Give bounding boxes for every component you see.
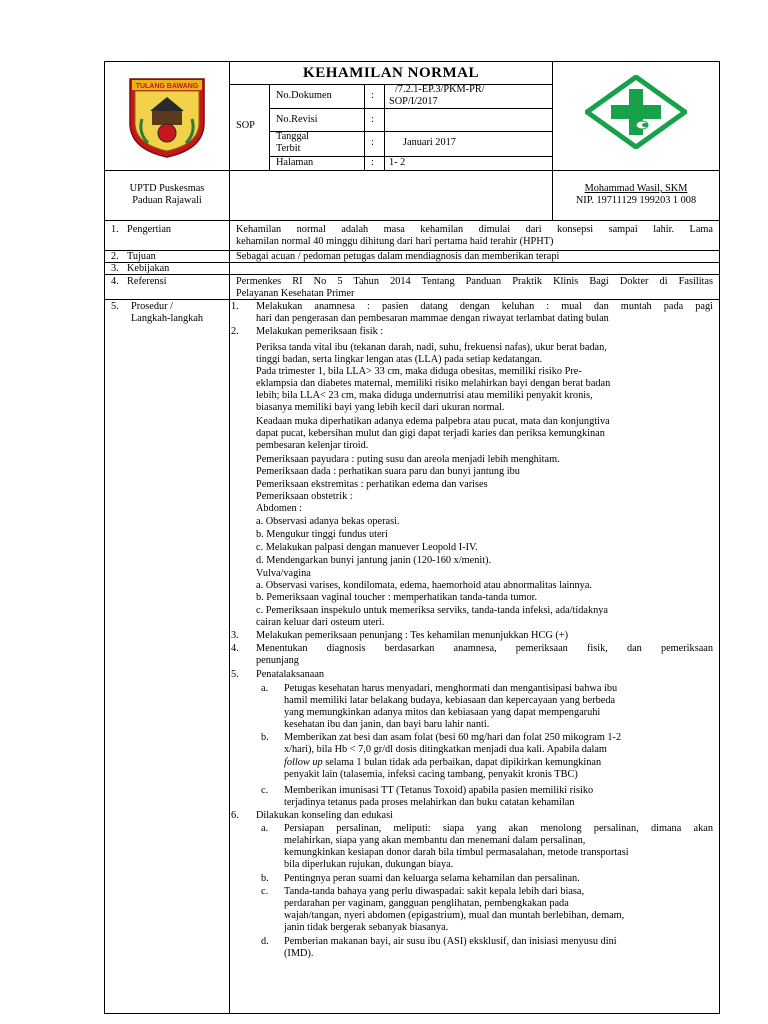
document-title: KEHAMILAN NORMAL — [303, 65, 479, 81]
item-letter: a. — [261, 683, 269, 694]
section-label-purpose: Tujuan — [127, 251, 156, 262]
meta-value-document-number-line2: SOP/I/2017 — [389, 96, 438, 107]
item-text-line-follow-up — [284, 757, 601, 769]
step-text-line: Periksa tanda vital ibu (tekanan darah, nadi, suhu, frekuensi nafas), ukur berat badan, — [256, 342, 607, 353]
meta-separator: : — [371, 137, 374, 148]
step-text-line: cairan keluar dari osteum uteri. — [256, 617, 385, 628]
item-text-line: janin tidak bergerak sebanyak biasanya. — [284, 922, 449, 933]
meta-separator: : — [371, 157, 374, 168]
meta-separator: : — [371, 114, 374, 125]
item-text-line: wajah/tangan, nyeri abdomen (epigastrium), mual dan muntah berlebihan, demam, — [284, 910, 625, 921]
section-label-procedure-line2: Langkah-langkah — [131, 313, 204, 324]
logo-text: TULANG BAWANG — [135, 83, 199, 90]
step-text-line: Pemeriksaan payudara : puting susu dan areola menjadi lebih menghitam. — [256, 454, 560, 465]
step-text-line: Melakukan pemeriksaan penunjang : Tes kehamilan menunjukkan HCG (+) — [256, 630, 569, 641]
step-text-line: Pada trimester 1, bila LLA> 33 cm, maka diduga obesitas, memiliki risiko Pre- — [256, 366, 582, 377]
item-text-line: Pentingnya peran suami dan keluarga selama kehamilan dan persalinan. — [284, 873, 580, 884]
step-number: 4. — [231, 643, 239, 654]
step-text-line: Melakukan anamnesa : pasien datang dengan keluhan : mual dan muntah pada pagi — [256, 301, 713, 312]
item-letter: d. — [261, 936, 269, 947]
item-text-line: kesehatan ibu dan janin, dan bayi baru lahir nanti. — [284, 719, 490, 730]
item-letter: b. — [261, 732, 269, 743]
step-text-line: c. Pemeriksaan inspekulo untuk memeriksa serviks, tanda-tanda infeksi, ada/tidaknya — [256, 605, 608, 616]
section-number: 3. — [111, 263, 119, 274]
item-text-line: Persiapan persalinan, meliputi: siapa yang akan menolong persalinan, dimana akan — [284, 823, 713, 834]
item-text-line: hamil memiliki latar belakang budaya, kebiasaan dan kepercayaan yang berbeda — [284, 695, 616, 706]
item-text-line: terjadinya tetanus pada proses melahirkan dan buku catatan kehamilan — [284, 797, 575, 808]
step-title: Penatalaksanaan — [256, 669, 325, 680]
step-text-line: Vulva/vagina — [256, 568, 311, 579]
item-text-line: perdarahan per vaginam, gangguan penglihatan, pembengkakan pada — [284, 898, 569, 909]
item-text-line: Memberikan zat besi dan asam folat (besi 60 mg/hari dan folat 250 mikogram 1-2 — [284, 732, 622, 743]
step-text-line: biasanya memiliki bayi yang lebih kecil dari ukuran normal. — [256, 402, 505, 413]
item-letter: c. — [261, 886, 269, 897]
step-text-line: Abdomen : — [256, 503, 303, 514]
purpose-text: Sebagai acuan / pedoman petugas dalam mendiagnosis dan memberikan terapi — [236, 251, 560, 262]
item-text-line: penyakit lain (talasemia, infeksi cacing tambang, penyakit kronis TBC) — [284, 769, 578, 780]
step-number: 2. — [231, 326, 239, 337]
sop-label: SOP — [236, 120, 255, 131]
step-text-line: Pemeriksaan obstetrik : — [256, 491, 353, 502]
section-number: 4. — [111, 276, 119, 287]
signatory-name: Mohammad Wasil, SKM — [584, 183, 688, 194]
meta-separator: : — [371, 90, 374, 101]
item-text-line: (IMD). — [284, 948, 314, 959]
step-text-line: Menentukan diagnosis berdasarkan anamnesa, pemeriksaan fisik, dan pemeriksaan — [256, 643, 713, 654]
section-label-policy: Kebijakan — [127, 263, 170, 274]
step-text-line: Pemeriksaan dada : perhatikan suara paru dan bunyi jantung ibu — [256, 466, 520, 477]
item-text-line: Memberikan imunisasi TT (Tetanus Toxoid) apabila pasien memiliki risiko — [284, 785, 594, 796]
section-number: 2. — [111, 251, 119, 262]
step-text-line: penunjang — [256, 655, 299, 666]
item-text-line: Pemberian makanan bayi, air susu ibu (ASI) eksklusif, dan inisiasi menyusu dini — [284, 936, 617, 947]
meta-value-document-number-line1: /7.2.1-EP.3/PKM-PR/ — [395, 84, 485, 95]
step-number: 5. — [231, 669, 239, 680]
item-text-line: kemungkinkan kesiapan donor darah bila timbul permasalahan, metode transportasi — [284, 847, 629, 858]
reference-text-line: Permenkes RI No 5 Tahun 2014 Tentang Panduan Praktik Klinis Bagi Dokter di Fasilitas — [236, 276, 713, 287]
step-text-line: eklampsia dan diabetes maternal, memiliki risiko melahirkan bayi dengan berat badan — [256, 378, 611, 389]
follow-up-phrase: follow up — [284, 757, 323, 768]
item-letter: a. — [261, 823, 269, 834]
step-number: 1. — [231, 301, 239, 312]
item-text-rest: selama 1 bulan tidak ada perbaikan, dapat dipikirkan kemungkinan — [322, 757, 602, 768]
step-title: Dilakukan konseling dan edukasi — [256, 810, 393, 821]
section-label-procedure-line1: Prosedur / — [131, 301, 174, 312]
item-text-line: bila diperlukan rujukan, dukungan biaya. — [284, 859, 454, 870]
meta-label-document-number: No.Dokumen — [276, 90, 332, 101]
item-text-line: x/hari), bila Hb < 7,0 gr/dl dosis ditingkatkan menjadi dua kali. Apabila dalam — [284, 744, 607, 755]
section-number: 1. — [111, 224, 119, 235]
reference-text-line: Pelayanan Kesehatan Primer — [236, 288, 355, 299]
step-text-line: c. Melakukan palpasi dengan manuever Leopold I-IV. — [256, 542, 478, 553]
institution-line2: Paduan Rajawali — [132, 195, 202, 206]
step-text-line: a. Observasi adanya bekas operasi. — [256, 516, 400, 527]
step-text-line: d. Mendengarkan bunyi jantung janin (120-160 x/menit). — [256, 555, 492, 566]
item-text-line: Tanda-tanda bahaya yang perlu diwaspadai: sakit kepala lebih dari biasa, — [284, 886, 585, 897]
regency-logo — [122, 71, 212, 159]
step-text-line: b. Mengukur tinggi fundus uteri — [256, 529, 388, 540]
step-number: 3. — [231, 630, 239, 641]
step-text-line: lebih; bila LLA< 23 cm, maka diduga undernutrisi atau memiliki penyakit kronis, — [256, 390, 593, 401]
item-letter: b. — [261, 873, 269, 884]
step-text-line: a. Observasi varises, kondilomata, edema, haemorhoid atau abnormalitas lainnya. — [256, 580, 592, 591]
meta-label-revision: No.Revisi — [276, 114, 318, 125]
step-text-line: Pemeriksaan ekstremitas : perhatikan edema dan varises — [256, 479, 488, 490]
step-number: 6. — [231, 810, 239, 821]
section-label-definition: Pengertian — [127, 224, 172, 235]
step-text-line: tinggi badan, serta lingkar lengan atas (LLA) pada setiap kedatangan. — [256, 354, 543, 365]
step-text-line: b. Pemeriksaan vaginal toucher : memperhatikan tanda-tanda tumor. — [256, 592, 538, 603]
step-title: Melakukan pemeriksaan fisik : — [256, 326, 384, 337]
section-number: 5. — [111, 301, 119, 312]
step-text-line: Keadaan muka diperhatikan adanya edema palpebra atau pucat, mata dan konjungtiva — [256, 416, 610, 427]
puskesmas-cross-logo — [585, 75, 687, 149]
item-text-line: Petugas kesehatan harus menyadari, menghormati dan mengantisipasi bahwa ibu — [284, 683, 618, 694]
step-text-line: hari dan pengerasan dan pembesaran mammae dengan riwayat terlambat dating bulan — [256, 313, 609, 324]
item-letter: c. — [261, 785, 269, 796]
section-label-reference: Referensi — [127, 276, 167, 287]
meta-value-issue-date: Januari 2017 — [403, 137, 456, 148]
institution-line1: UPTD Puskesmas — [129, 183, 205, 194]
meta-value-page: 1- 2 — [389, 157, 406, 168]
signatory-nip: NIP. 19711129 199203 1 008 — [575, 195, 697, 206]
item-text-line: melahirkan, siapa yang akan membantu dan menemani dalam persalinan, — [284, 835, 586, 846]
meta-label-issue-date-line2: Terbit — [276, 143, 301, 154]
step-text-line: pembesaran kelenjar tiroid. — [256, 440, 369, 451]
meta-label-page: Halaman — [276, 157, 314, 168]
step-text-line: dapat pucat, kebersihan mulut dan gigi dapat terjadi karies dan periksa kemungkinan — [256, 428, 605, 439]
definition-text-line: Kehamilan normal adalah masa kehamilan dimulai dari konsepsi sampai lahir. Lama — [236, 224, 713, 235]
definition-text-line: kehamilan normal 40 minggu dihitung dari hari pertama haid terahir (HPHT) — [236, 236, 554, 247]
item-text-line: yang memungkinkan adanya mitos dan kebiasaan yang dapat mempengaruhi — [284, 707, 601, 718]
meta-label-issue-date-line1: Tanggal — [276, 131, 310, 142]
